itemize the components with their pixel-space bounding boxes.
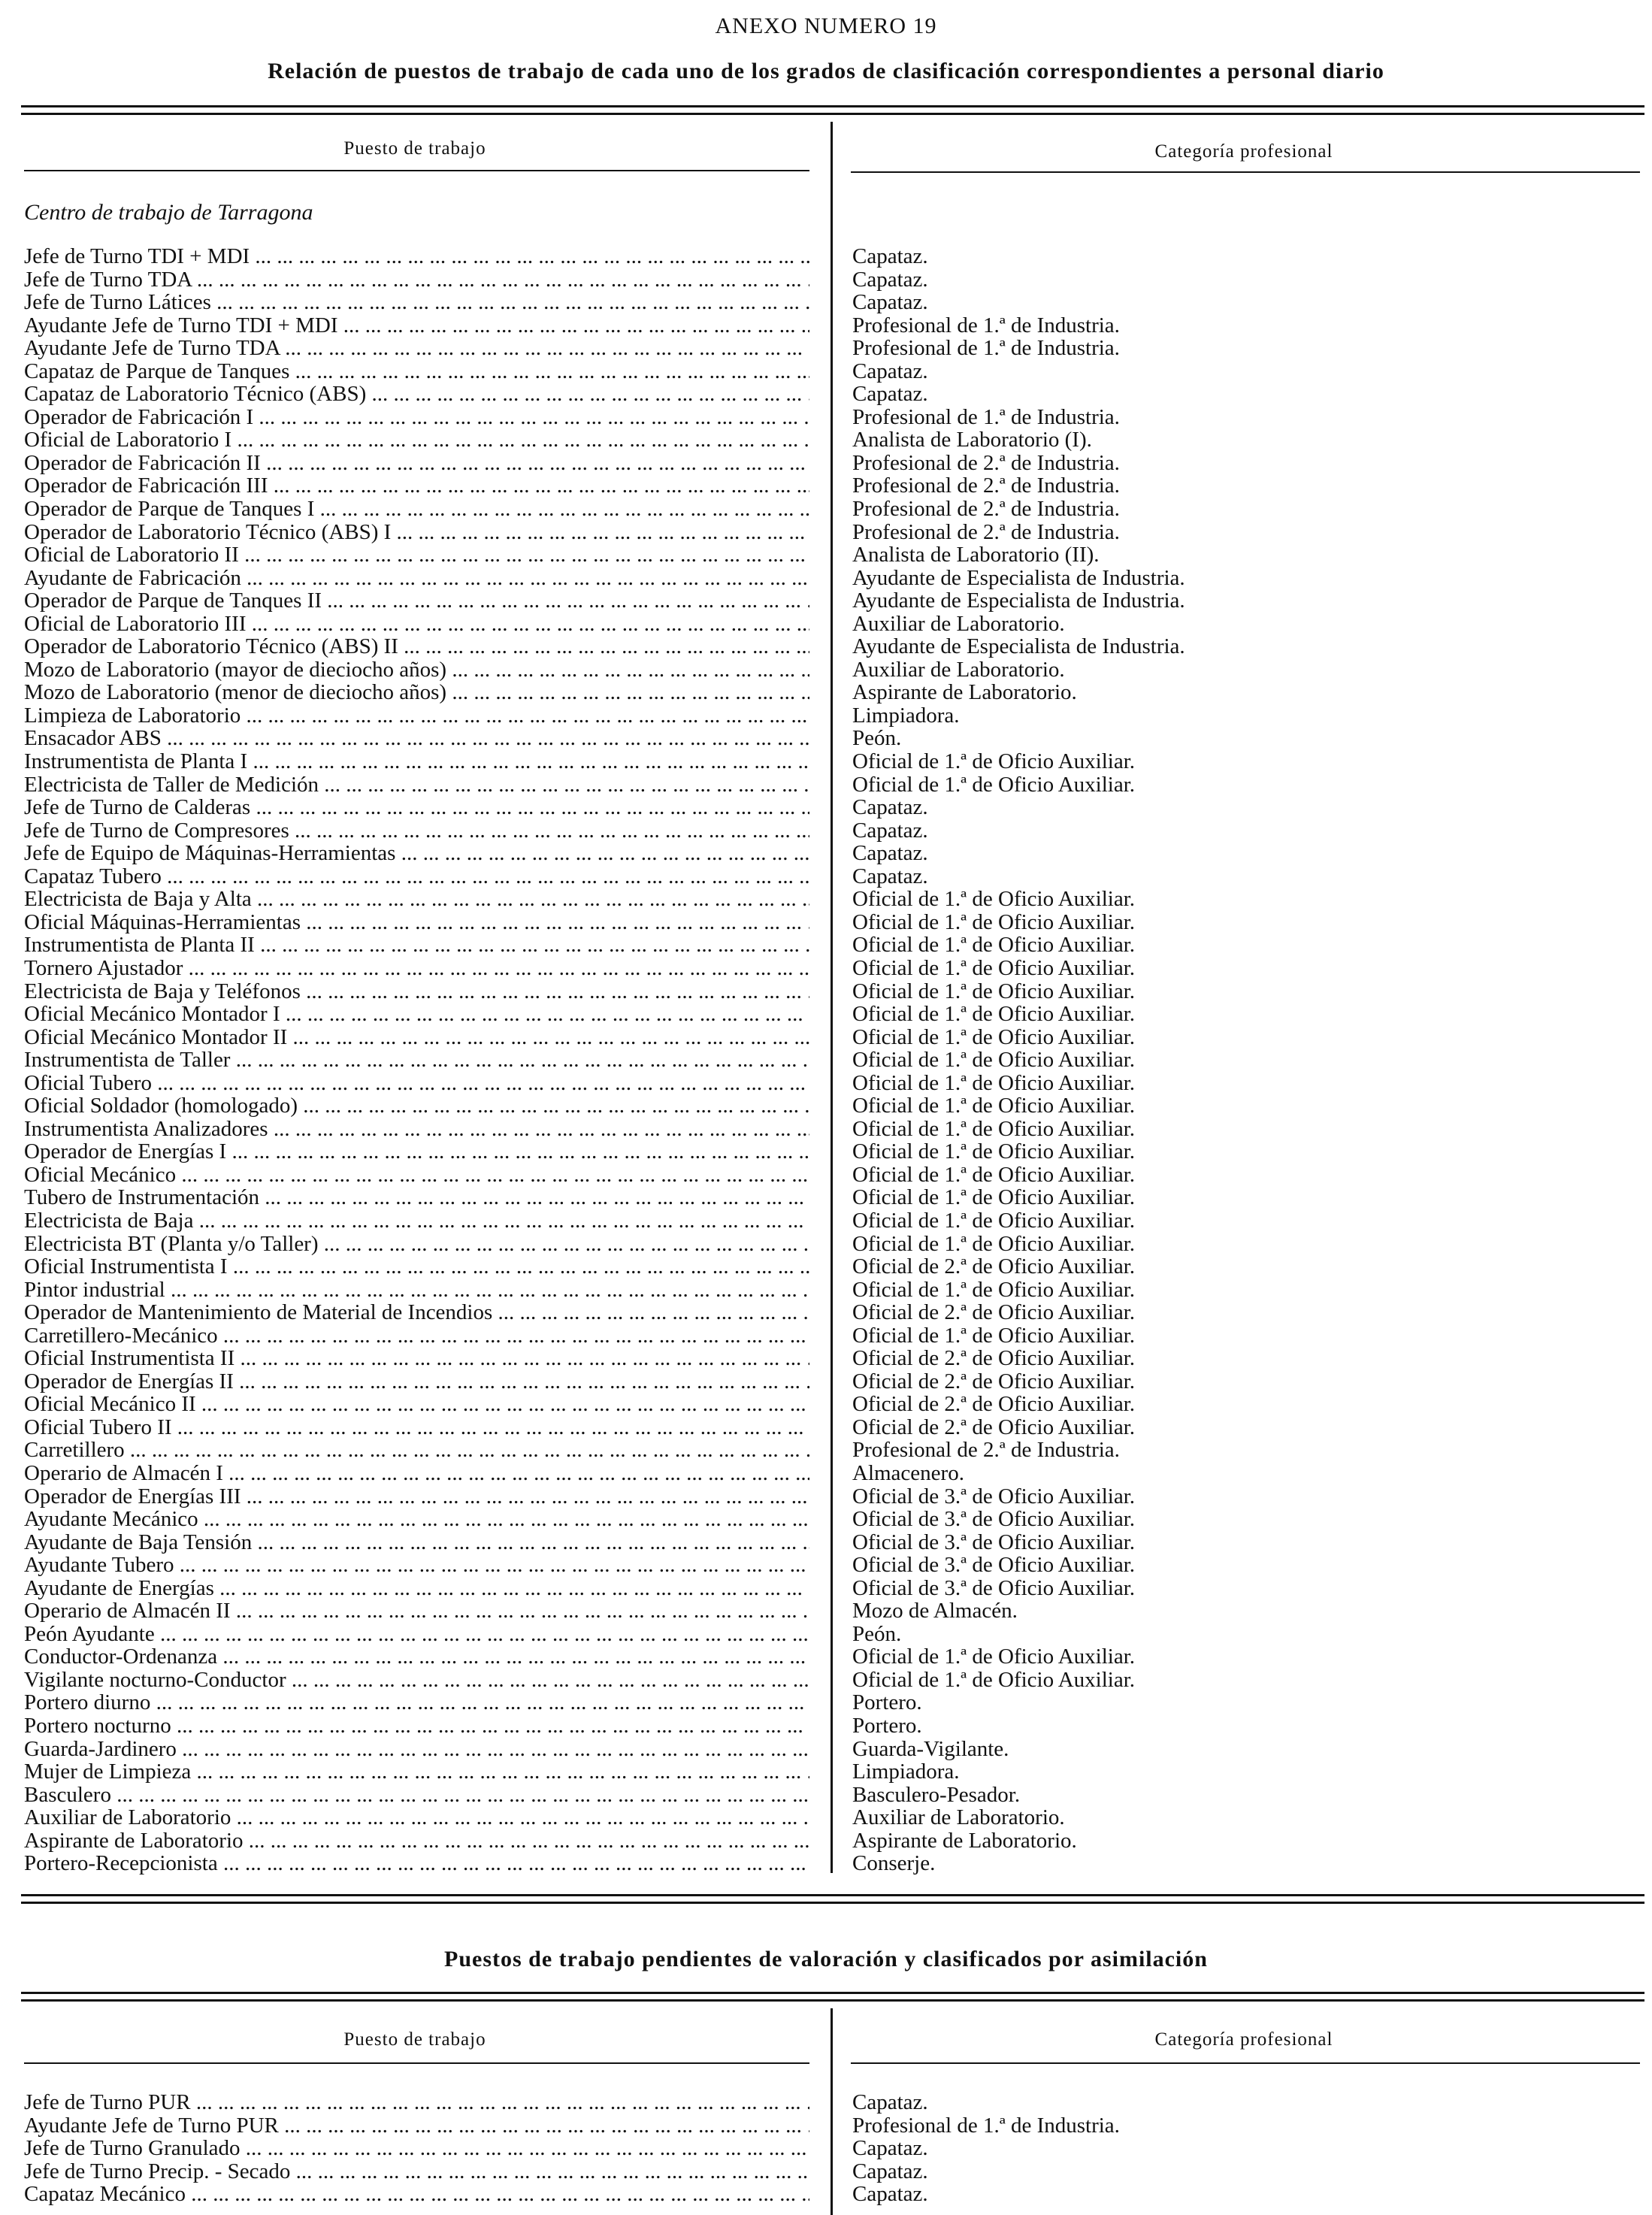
section-1-header-puesto: Puesto de trabajo — [343, 138, 486, 159]
table-row — [24, 245, 1640, 268]
puesto-cell: Capataz Mecánico ... . — [24, 2183, 809, 2206]
puesto-cell: Conductor-Ordenanza ... . — [24, 1645, 809, 1669]
puesto-cell: Capataz de Laboratorio Técnico (ABS) ... . — [24, 383, 809, 406]
categoria-cell: Oficial de 2.ª de Oficio Auxiliar. — [852, 1254, 1136, 1279]
puesto-cell: Instrumentista de Planta II ... . — [24, 934, 809, 957]
puesto-cell: Ayudante Tubero ... . — [24, 1554, 809, 1577]
puesto-cell: Instrumentista Analizadores ... . — [24, 1118, 809, 1141]
puesto-cell: Jefe de Equipo de Máquinas-Herramientas ... . — [24, 842, 809, 865]
section-1-header-categoria: Categoría profesional — [1154, 141, 1333, 162]
puesto-cell: Electricista de Taller de Medición ... . — [24, 773, 809, 797]
categoria-cell: Oficial de 1.ª de Oficio Auxiliar. — [852, 933, 1136, 958]
categoria-cell: Oficial de 1.ª de Oficio Auxiliar. — [852, 749, 1136, 774]
categoria-cell: Oficial de 1.ª de Oficio Auxiliar. — [852, 1323, 1136, 1348]
table-row — [24, 1393, 1640, 1416]
table-row — [24, 750, 1640, 773]
table-row — [24, 911, 1640, 934]
section-1-header-rule-right — [851, 171, 1640, 173]
table-row — [24, 1209, 1640, 1233]
puesto-cell: Jefe de Turno de Calderas ... . — [24, 796, 809, 819]
puesto-cell: Vigilante nocturno-Conductor ... . — [24, 1669, 809, 1692]
puesto-cell: Electricista de Baja y Teléfonos ... . — [24, 980, 809, 1003]
puesto-cell: Guarda-Jardinero ... . — [24, 1738, 809, 1761]
table-row — [24, 291, 1640, 314]
table-row — [24, 1691, 1640, 1714]
table-row — [24, 727, 1640, 750]
categoria-cell: Oficial de 3.ª de Oficio Auxiliar. — [852, 1484, 1136, 1508]
table-row — [24, 1669, 1640, 1692]
puesto-cell: Ayudante de Energías ... . — [24, 1577, 809, 1600]
puesto-cell: Capataz de Parque de Tanques ... . — [24, 360, 809, 383]
categoria-cell: Peón. — [852, 726, 902, 751]
table-row — [24, 1072, 1640, 1095]
puesto-cell: Electricista BT (Planta y/o Taller) ... . — [24, 1233, 809, 1256]
categoria-cell: Oficial de 1.ª de Oficio Auxiliar. — [852, 979, 1136, 1003]
table-row — [24, 1508, 1640, 1531]
puesto-cell: Electricista de Baja ... . — [24, 1209, 809, 1233]
table-row — [24, 383, 1640, 406]
puesto-cell: Instrumentista de Planta I ... . — [24, 750, 809, 773]
table-row — [24, 498, 1640, 521]
table-row — [24, 1531, 1640, 1554]
categoria-cell: Oficial de 1.ª de Oficio Auxiliar. — [852, 1139, 1136, 1164]
categoria-cell: Oficial de 1.ª de Oficio Auxiliar. — [852, 1185, 1136, 1210]
puesto-cell: Tornero Ajustador ... . — [24, 957, 809, 980]
categoria-cell: Oficial de 3.ª de Oficio Auxiliar. — [852, 1575, 1136, 1600]
puesto-cell: Carretillero-Mecánico ... . — [24, 1324, 809, 1348]
table-row — [24, 819, 1640, 843]
categoria-cell: Oficial de 1.ª de Oficio Auxiliar. — [852, 1048, 1136, 1073]
puesto-cell: Oficial de Laboratorio II ... . — [24, 543, 809, 567]
categoria-cell: Capataz. — [852, 841, 928, 866]
table-row — [24, 1186, 1640, 1209]
categoria-cell: Oficial de 1.ª de Oficio Auxiliar. — [852, 1116, 1136, 1141]
categoria-cell: Portero. — [852, 1690, 922, 1715]
categoria-cell: Oficial de 1.ª de Oficio Auxiliar. — [852, 1162, 1136, 1187]
puesto-cell: Operador de Energías III ... . — [24, 1485, 809, 1508]
table-row — [24, 934, 1640, 957]
categoria-cell: Oficial de 1.ª de Oficio Auxiliar. — [852, 1231, 1136, 1256]
table-row — [24, 1255, 1640, 1278]
puesto-cell: Mujer de Limpieza ... . — [24, 1760, 809, 1784]
puesto-cell: Carretillero ... . — [24, 1439, 809, 1462]
categoria-cell: Auxiliar de Laboratorio. — [852, 1805, 1065, 1830]
categoria-cell: Profesional de 1.ª de Industria. — [852, 2113, 1120, 2138]
table-row — [24, 1738, 1640, 1761]
table-row — [24, 1714, 1640, 1738]
puesto-cell: Jefe de Turno TDA ... . — [24, 268, 809, 292]
puesto-cell: Operador de Energías II ... . — [24, 1370, 809, 1393]
table-row — [24, 1554, 1640, 1577]
puesto-cell: Auxiliar de Laboratorio ... . — [24, 1806, 809, 1829]
table-row — [24, 452, 1640, 475]
table-row — [24, 1645, 1640, 1669]
table-row — [24, 888, 1640, 911]
table-row — [24, 704, 1640, 728]
table-row — [24, 796, 1640, 819]
categoria-cell: Oficial de 3.ª de Oficio Auxiliar. — [852, 1553, 1136, 1578]
categoria-cell: Capataz. — [852, 795, 928, 820]
section-2-header-puesto: Puesto de trabajo — [343, 2029, 486, 2050]
table-row — [24, 521, 1640, 544]
table-row — [24, 1462, 1640, 1485]
section-1-title: Relación de puestos de trabajo de cada uno de los grados de clasificación correspondientes a personal diario — [268, 59, 1384, 83]
table-row — [24, 1301, 1640, 1324]
work-center-name: Centro de trabajo de Tarragona — [24, 200, 313, 225]
table-row — [24, 1485, 1640, 1508]
table-row — [24, 2114, 1640, 2138]
puesto-cell: Operador de Mantenimiento de Material de Incendios ... . — [24, 1301, 809, 1324]
categoria-cell: Capataz. — [852, 2090, 928, 2114]
table-row — [24, 1784, 1640, 1807]
categoria-cell: Profesional de 2.ª de Industria. — [852, 474, 1120, 498]
puesto-cell: Portero nocturno ... . — [24, 1714, 809, 1738]
categoria-cell: Peón. — [852, 1621, 902, 1646]
categoria-cell: Profesional de 2.ª de Industria. — [852, 450, 1120, 475]
puesto-cell: Ayudante Jefe de Turno PUR ... . — [24, 2114, 809, 2138]
puesto-cell: Oficial Soldador (homologado) ... . — [24, 1094, 809, 1118]
section-1-header-rule-left — [24, 170, 809, 171]
categoria-cell: Mozo de Almacén. — [852, 1599, 1018, 1623]
categoria-cell: Profesional de 1.ª de Industria. — [852, 313, 1120, 337]
puesto-cell: Ensacador ABS ... . — [24, 727, 809, 750]
puesto-cell: Limpieza de Laboratorio ... . — [24, 704, 809, 728]
categoria-cell: Oficial de 3.ª de Oficio Auxiliar. — [852, 1530, 1136, 1554]
table-row — [24, 2137, 1640, 2160]
puesto-cell: Pintor industrial ... . — [24, 1278, 809, 1302]
section-2-header-rule-left — [24, 2062, 809, 2064]
table-row — [24, 1599, 1640, 1623]
categoria-cell: Profesional de 2.ª de Industria. — [852, 497, 1120, 522]
categoria-cell: Oficial de 1.ª de Oficio Auxiliar. — [852, 1070, 1136, 1095]
table-row — [24, 337, 1640, 360]
puesto-cell: Ayudante Jefe de Turno TDA ... . — [24, 337, 809, 360]
puesto-cell: Operador de Energías I ... . — [24, 1140, 809, 1163]
categoria-cell: Oficial de 1.ª de Oficio Auxiliar. — [852, 772, 1136, 797]
categoria-cell: Almacenero. — [852, 1460, 964, 1485]
puesto-cell: Oficial Instrumentista I ... . — [24, 1255, 809, 1278]
section-2-header-categoria: Categoría profesional — [1154, 2029, 1333, 2050]
annex-title: ANEXO NUMERO 19 — [715, 14, 937, 38]
puesto-cell: Oficial Mecánico ... . — [24, 1163, 809, 1187]
categoria-cell: Oficial de 3.ª de Oficio Auxiliar. — [852, 1507, 1136, 1532]
puesto-cell: Jefe de Turno PUR ... . — [24, 2091, 809, 2114]
table-row — [24, 2183, 1640, 2206]
categoria-cell: Auxiliar de Laboratorio. — [852, 611, 1065, 636]
categoria-cell: Limpiadora. — [852, 1760, 960, 1784]
puesto-cell: Operador de Fabricación III ... . — [24, 474, 809, 498]
puesto-cell: Oficial de Laboratorio III ... . — [24, 613, 809, 636]
table-row — [24, 428, 1640, 452]
table-row — [24, 2091, 1640, 2114]
puesto-cell: Basculero ... . — [24, 1784, 809, 1807]
table-row — [24, 1233, 1640, 1256]
categoria-cell: Aspirante de Laboratorio. — [852, 1828, 1077, 1853]
table-row — [24, 1577, 1640, 1600]
categoria-cell: Ayudante de Especialista de Industria. — [852, 634, 1185, 659]
puesto-cell: Oficial Instrumentista II ... . — [24, 1347, 809, 1370]
table-row — [24, 1140, 1640, 1163]
categoria-cell: Aspirante de Laboratorio. — [852, 680, 1077, 705]
table-row — [24, 842, 1640, 865]
categoria-cell: Oficial de 2.ª de Oficio Auxiliar. — [852, 1300, 1136, 1325]
puesto-cell: Portero diurno ... . — [24, 1691, 809, 1714]
puesto-cell: Oficial Mecánico Montador II ... . — [24, 1026, 809, 1049]
table-row — [24, 474, 1640, 498]
section-2-title: Puestos de trabajo pendientes de valoración y clasificados por asimilación — [444, 1947, 1208, 1971]
puesto-cell: Oficial Máquinas-Herramientas ... . — [24, 911, 809, 934]
table-row — [24, 1118, 1640, 1141]
categoria-cell: Ayudante de Especialista de Industria. — [852, 589, 1185, 613]
puesto-cell: Oficial Tubero ... . — [24, 1072, 809, 1095]
table-row — [24, 406, 1640, 429]
table-row — [24, 1852, 1640, 1875]
table-row — [24, 613, 1640, 636]
puesto-cell: Capataz Tubero ... . — [24, 865, 809, 888]
puesto-cell: Electricista de Baja y Alta ... . — [24, 888, 809, 911]
table-row — [24, 567, 1640, 590]
section-2-top-rule — [21, 1992, 1644, 2002]
categoria-cell: Capataz. — [852, 818, 928, 843]
categoria-cell: Auxiliar de Laboratorio. — [852, 657, 1065, 682]
table-row — [24, 1003, 1640, 1026]
table-row — [24, 1806, 1640, 1829]
categoria-cell: Oficial de 2.ª de Oficio Auxiliar. — [852, 1392, 1136, 1417]
categoria-cell: Oficial de 1.ª de Oficio Auxiliar. — [852, 1002, 1136, 1027]
categoria-cell: Capataz. — [852, 267, 928, 292]
puesto-cell: Jefe de Turno de Compresores ... . — [24, 819, 809, 843]
categoria-cell: Oficial de 1.ª de Oficio Auxiliar. — [852, 1094, 1136, 1118]
categoria-cell: Portero. — [852, 1714, 922, 1738]
table-row — [24, 658, 1640, 682]
categoria-cell: Profesional de 1.ª de Industria. — [852, 336, 1120, 361]
puesto-cell: Operador de Fabricación I ... . — [24, 406, 809, 429]
categoria-cell: Oficial de 2.ª de Oficio Auxiliar. — [852, 1346, 1136, 1371]
table-row — [24, 589, 1640, 613]
table-row — [24, 681, 1640, 704]
table-row — [24, 2160, 1640, 2183]
categoria-cell: Oficial de 1.ª de Oficio Auxiliar. — [852, 887, 1136, 912]
puesto-cell: Oficial Mecánico Montador I ... . — [24, 1003, 809, 1026]
table-row — [24, 980, 1640, 1003]
table-row — [24, 865, 1640, 888]
table-row — [24, 1623, 1640, 1646]
puesto-cell: Jefe de Turno Látices ... . — [24, 291, 809, 314]
categoria-cell: Oficial de 1.ª de Oficio Auxiliar. — [852, 1024, 1136, 1049]
section-2-header-rule-right — [851, 2062, 1640, 2064]
categoria-cell: Capataz. — [852, 2159, 928, 2183]
puesto-cell: Operador de Laboratorio Técnico (ABS) II ... . — [24, 635, 809, 658]
categoria-cell: Guarda-Vigilante. — [852, 1736, 1009, 1761]
puesto-cell: Operador de Fabricación II ... . — [24, 452, 809, 475]
table-row — [24, 1439, 1640, 1462]
table-row — [24, 1347, 1640, 1370]
section-1-bottom-rule — [21, 1894, 1644, 1904]
categoria-cell: Ayudante de Especialista de Industria. — [852, 565, 1185, 590]
puesto-cell: Jefe de Turno Granulado ... . — [24, 2137, 809, 2160]
puesto-cell: Oficial Tubero II ... . — [24, 1416, 809, 1439]
categoria-cell: Capataz. — [852, 359, 928, 383]
categoria-cell: Oficial de 2.ª de Oficio Auxiliar. — [852, 1415, 1136, 1439]
puesto-cell: Oficial Mecánico II ... . — [24, 1393, 809, 1416]
categoria-cell: Oficial de 1.ª de Oficio Auxiliar. — [852, 1277, 1136, 1302]
table-row — [24, 268, 1640, 292]
table-row — [24, 1163, 1640, 1187]
puesto-cell: Peón Ayudante ... . — [24, 1623, 809, 1646]
categoria-cell: Capataz. — [852, 2136, 928, 2161]
section-1-top-rule — [21, 105, 1644, 115]
table-row — [24, 1048, 1640, 1072]
table-row — [24, 314, 1640, 337]
table-row — [24, 1094, 1640, 1118]
table-row — [24, 1829, 1640, 1853]
categoria-cell: Capataz. — [852, 2182, 928, 2207]
categoria-cell: Capataz. — [852, 244, 928, 268]
categoria-cell: Profesional de 2.ª de Industria. — [852, 519, 1120, 544]
table-row — [24, 1324, 1640, 1348]
categoria-cell: Oficial de 1.ª de Oficio Auxiliar. — [852, 909, 1136, 934]
categoria-cell: Conserje. — [852, 1851, 936, 1876]
section-1-table — [24, 245, 1640, 1875]
puesto-cell: Ayudante Mecánico ... . — [24, 1508, 809, 1531]
puesto-cell: Operador de Laboratorio Técnico (ABS) I ... . — [24, 521, 809, 544]
table-row — [24, 543, 1640, 567]
categoria-cell: Oficial de 1.ª de Oficio Auxiliar. — [852, 955, 1136, 980]
puesto-cell: Ayudante de Fabricación ... . — [24, 567, 809, 590]
puesto-cell: Operario de Almacén I ... . — [24, 1462, 809, 1485]
categoria-cell: Capataz. — [852, 864, 928, 888]
categoria-cell: Basculero-Pesador. — [852, 1782, 1021, 1807]
categoria-cell: Oficial de 1.ª de Oficio Auxiliar. — [852, 1667, 1136, 1692]
puesto-cell: Instrumentista de Taller ... . — [24, 1048, 809, 1072]
puesto-cell: Ayudante Jefe de Turno TDI + MDI ... . — [24, 314, 809, 337]
categoria-cell: Profesional de 1.ª de Industria. — [852, 404, 1120, 429]
puesto-cell: Operador de Parque de Tanques I ... . — [24, 498, 809, 521]
categoria-cell: Limpiadora. — [852, 703, 960, 728]
categoria-cell: Oficial de 1.ª de Oficio Auxiliar. — [852, 1208, 1136, 1233]
section-2-table — [24, 2091, 1640, 2206]
categoria-cell: Analista de Laboratorio (I). — [852, 428, 1092, 452]
puesto-cell: Portero-Recepcionista ... . — [24, 1852, 809, 1875]
puesto-cell: Mozo de Laboratorio (menor de dieciocho años) ... . — [24, 681, 809, 704]
puesto-cell: Oficial de Laboratorio I ... . — [24, 428, 809, 452]
categoria-cell: Analista de Laboratorio (II). — [852, 543, 1100, 567]
table-row — [24, 1026, 1640, 1049]
table-row — [24, 773, 1640, 797]
table-row — [24, 1278, 1640, 1302]
table-row — [24, 1370, 1640, 1393]
puesto-cell: Mozo de Laboratorio (mayor de dieciocho años) ... . — [24, 658, 809, 682]
puesto-cell: Jefe de Turno Precip. - Secado ... . — [24, 2160, 809, 2183]
puesto-cell: Operario de Almacén II ... . — [24, 1599, 809, 1623]
table-row — [24, 1416, 1640, 1439]
puesto-cell: Jefe de Turno TDI + MDI ... . — [24, 245, 809, 268]
table-row — [24, 1760, 1640, 1784]
categoria-cell: Capataz. — [852, 290, 928, 315]
categoria-cell: Oficial de 1.ª de Oficio Auxiliar. — [852, 1645, 1136, 1669]
categoria-cell: Profesional de 2.ª de Industria. — [852, 1438, 1120, 1463]
table-row — [24, 957, 1640, 980]
categoria-cell: Capataz. — [852, 382, 928, 407]
puesto-cell: Tubero de Instrumentación ... . — [24, 1186, 809, 1209]
table-row — [24, 360, 1640, 383]
table-row — [24, 635, 1640, 658]
categoria-cell: Oficial de 2.ª de Oficio Auxiliar. — [852, 1369, 1136, 1393]
puesto-cell: Aspirante de Laboratorio ... . — [24, 1829, 809, 1853]
puesto-cell: Operador de Parque de Tanques II ... . — [24, 589, 809, 613]
puesto-cell: Ayudante de Baja Tensión ... . — [24, 1531, 809, 1554]
